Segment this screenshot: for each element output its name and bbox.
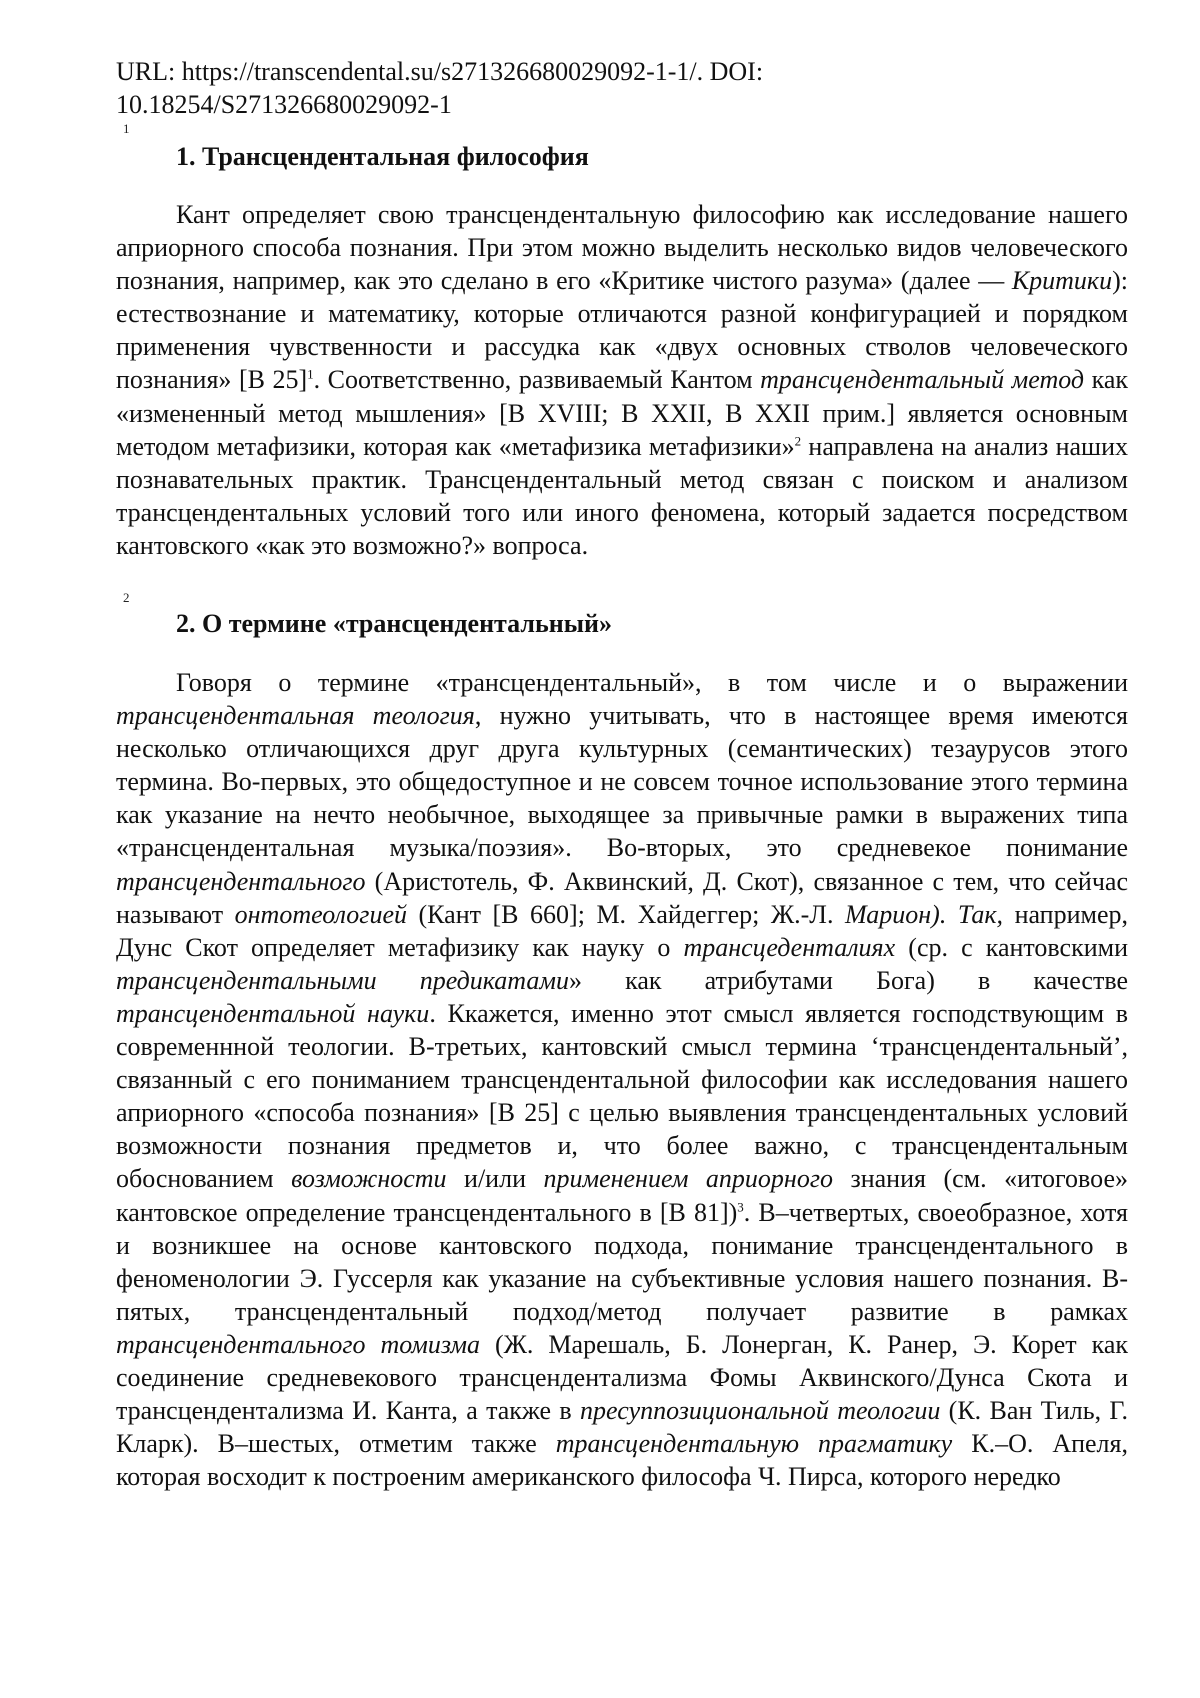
italic-run: пресуппозициональной теологии [580,1396,941,1426]
italic-run: трансцендентальными предикатами [116,965,569,995]
text-run: (ср. с кантовскими [895,932,1128,962]
doi-line: 10.18254/S271326680029092-1 [116,90,452,119]
text-run: направлена на анализ наших познавательных практик. Трансцендентальный метод связан с поиском и анализом трансцендентальных условий того или иного феномена, который задается посредством кантовского «как это возможно?» вопроса. [116,431,1128,560]
italic-run: трансцеденталиях [683,932,896,962]
text-run: (К. Ван Тиль, Г. Кларк). В–шестых, отметим также [116,1396,1129,1459]
italic-run: трансцендентального [116,866,366,896]
footnote-ref-3[interactable]: 3 [737,1198,744,1214]
footnote-ref-1[interactable]: 1 [307,366,314,382]
italic-run: Марион). Так, [844,899,1004,929]
italic-run: трансцендентальную прагматику [555,1429,953,1459]
footnote-ref-2[interactable]: 2 [794,433,802,448]
section-marker-2: 2 [123,590,130,605]
italic-run: трансцендентальная теология [116,701,475,731]
text-run: ): естествознание и математику, которые отличаются разной конфигурацией и порядком применения чувственности и рассудка как «двух основных стволов человеческого познания» [B 25] [116,266,1128,395]
italic-run: применением априорного [543,1164,833,1194]
italic-run: трансцендентального томизма [116,1329,480,1359]
text-run: (Ж. Марешаль, Б. Лонерган, К. Ранер, Э. Корет как соединение средневекового трансцендентализма Фомы Аквинского/Дунса Скота и трансцендентализма И. Канта, а также в [116,1329,1128,1426]
section-heading-2: 2. О термине «трансцендентальный» [176,609,612,638]
text-run: знания (см. «итоговое» кантовское определение трансцендентального в [B 81]) [116,1164,1128,1227]
text-run: и/или [446,1164,544,1194]
italic-run: трансцендентальной науки [116,998,430,1028]
section-marker-1: 1 [123,121,130,136]
url-doi-line: URL: https://transcendental.su/s271326680029092-1-1/. DOI: [116,57,764,86]
text-run: , нужно учитывать, что в настоящее время имеются несколько отличающихся друг друга культурных (семантических) тезаурусов этого термина. Во-первых, это общедоступное и не совсем точное использование этого термина как указание на нечто необычное, выходящее за привычные рамки в выражених типа «трансцендентальная музыка/поэзия». Во-вторых, это средневекое понимание [116,701,1129,863]
text-run: как «измененный метод мышления» [B XVIII; B XXII, B XXII прим.] является основным методом метафизики, которая как «метафизика метафизики» [116,365,1128,461]
text-run: » как атрибутами Бога) в качестве [568,965,1128,995]
italic-run: онтотеологией [234,899,407,929]
text-run: . Ккажется, именно этот смысл является господствующим в современнной теологии. В-третьих, кантовский смысл термина ‘трансцендентальный’, связанный с его пониманием трансцендентальной философии как исследования нашего априорного «способа познания» [B 25] с целью выявления трансцендентальных условий возможности познания предметов и, что более важно, с трансцендентальным обоснованием [116,998,1128,1194]
text-run: . В–четвертых, своеобразное, хотя и возникшее на основе кантовского подхода, понимание трансцендентального в феноменологии Э. Гуссерля как указание на субъективные условия нашего познания. В-пятых, трансцендентальный подход/метод получает развитие в рамках [116,1197,1128,1326]
citation-header [116,55,1106,121]
paragraph-term-transcendental [116,666,1128,1493]
text-run: например, Дунс Скот определяет метафизику как науку о [116,899,1129,962]
text-run: Говоря о термине «трансцендентальный», в том числе и о выражении [176,668,1128,697]
text-run: Кант определяет свою трансцендентальную философию как исследование нашего априорного способа познания. При этом можно выделить несколько видов человеческого познания, например, как это сделано в его «Критике чистого разума» (далее — [116,200,1128,296]
italic-run: возможности [291,1164,447,1194]
italic-run: трансцендентальный метод [760,365,1085,395]
text-run: . Соответственно, развиваемый Кантом [313,365,761,395]
text-run: (Аристотель, Ф. Аквинский, Д. Скот), связанное с тем, что сейчас называют [116,866,1128,929]
text-run: К.–О. Апеля, которая восходит к построеним американского философа Ч. Пирса, которого нередко [116,1429,1128,1492]
text-run: (Кант [B 660]; М. Хайдеггер; Ж.-Л. [406,899,845,929]
paragraph-kant-method [116,198,1128,562]
italic-run: Критики [1011,266,1113,296]
section-heading-1: 1. Трансцендентальная философия [176,142,589,171]
